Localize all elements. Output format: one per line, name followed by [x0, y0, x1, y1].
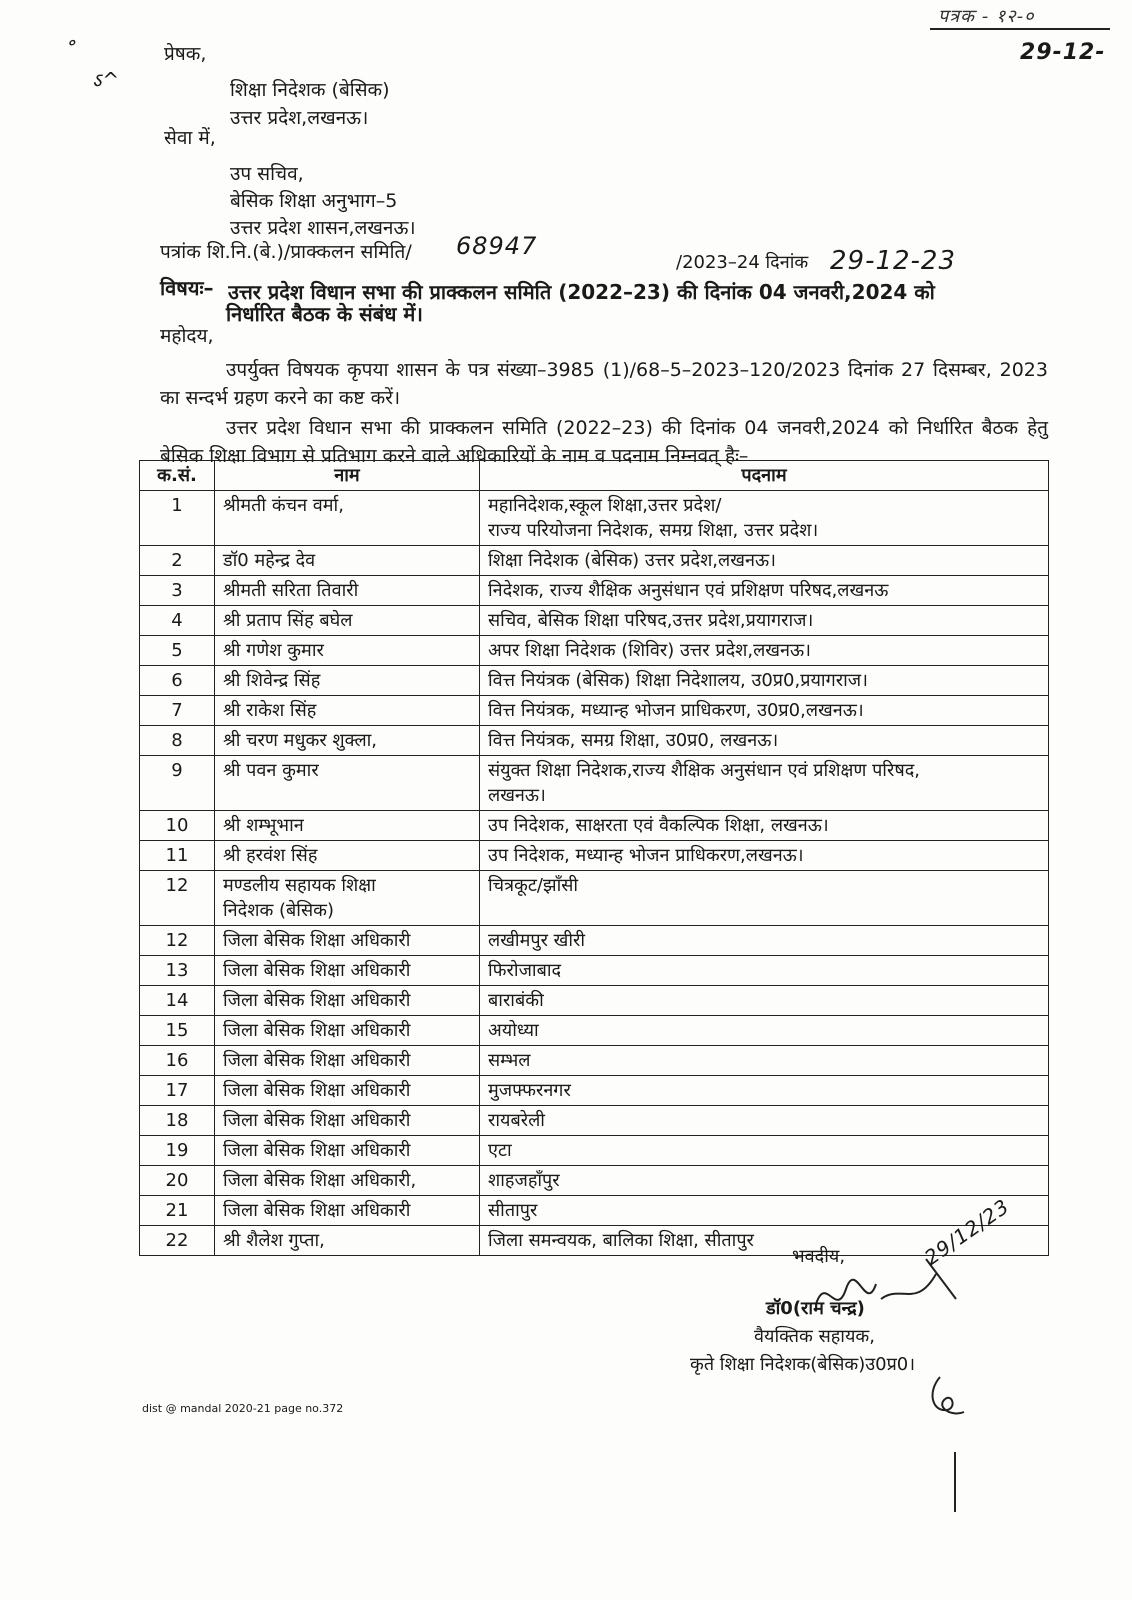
subject-line-2: निर्धारित बैठक के संबंध में। — [226, 302, 423, 326]
cell-sno: 11 — [140, 841, 215, 871]
sender-line-1: शिक्षा निदेशक (बेसिक) — [230, 79, 390, 101]
cell-designation: फिरोजाबाद — [480, 956, 1049, 986]
corner-scribble: पत्रक - १२-० — [938, 6, 1035, 27]
table-row — [140, 956, 1049, 986]
closing-designation: वैयक्तिक सहायक, — [754, 1326, 875, 1347]
cell-name: श्री शैलेश गुप्ता, — [215, 1226, 480, 1256]
table-row — [140, 546, 1049, 576]
cell-name: जिला बेसिक शिक्षा अधिकारी — [215, 1016, 480, 1046]
cell-designation: चित्रकूट/झाँसी — [480, 871, 1049, 926]
cell-designation: शिक्षा निदेशक (बेसिक) उत्तर प्रदेश,लखनऊ। — [480, 546, 1049, 576]
subject-label: विषयः– — [160, 276, 214, 300]
header-designation: पदनाम — [480, 461, 1049, 491]
paragraph-2: उत्तर प्रदेश विधान सभा की प्राक्कलन समिति (2022–23) की दिनांक 04 जनवरी,2024 को निर्धारित बैठक हेतु बेसिक शिक्षा विभाग से प्रतिभाग करने वाले अधिकारियों के नाम व पदनाम निम्नवत् हैः– — [160, 417, 1048, 467]
cell-designation: शाहजहाँपुर — [480, 1166, 1049, 1196]
cell-name: श्रीमती कंचन वर्मा, — [215, 491, 480, 546]
recipient-line-2: बेसिक शिक्षा अनुभाग–5 — [230, 190, 398, 212]
corner-date: 29-12- — [1020, 40, 1106, 65]
cell-sno: 22 — [140, 1226, 215, 1256]
officers-table — [139, 460, 1049, 1256]
cell-sno: 14 — [140, 986, 215, 1016]
cell-designation: सीतापुर — [480, 1196, 1049, 1226]
table-row — [140, 1196, 1049, 1226]
recipient-line-1: उप सचिव, — [230, 163, 304, 185]
cell-sno: 2 — [140, 546, 215, 576]
cell-designation: उप निदेशक, साक्षरता एवं वैकल्पिक शिक्षा, लखनऊ। — [480, 811, 1049, 841]
cell-sno: 18 — [140, 1106, 215, 1136]
sender-line-2: उत्तर प्रदेश,लखनऊ। — [230, 107, 369, 129]
cell-name: जिला बेसिक शिक्षा अधिकारी — [215, 956, 480, 986]
cell-name — [215, 871, 480, 926]
table-row — [140, 841, 1049, 871]
cell-name: श्री शम्भूभान — [215, 811, 480, 841]
cell-sno: 4 — [140, 606, 215, 636]
cell-sno: 10 — [140, 811, 215, 841]
cell-designation: अयोध्या — [480, 1016, 1049, 1046]
cell-sno: 6 — [140, 666, 215, 696]
table-row — [140, 726, 1049, 756]
reference-number: 68947 — [456, 232, 538, 260]
cell-sno: 5 — [140, 636, 215, 666]
cell-designation: निदेशक, राज्य शैक्षिक अनुसंधान एवं प्रशिक्षण परिषद,लखनऊ — [480, 576, 1049, 606]
cell-designation: वित्त नियंत्रक, मध्यान्ह भोजन प्राधिकरण, उ0प्र0,लखनऊ। — [480, 696, 1049, 726]
cell-designation: सम्भल — [480, 1046, 1049, 1076]
cell-sno: 1 — [140, 491, 215, 546]
cell-name: श्रीमती सरिता तिवारी — [215, 576, 480, 606]
cell-name: जिला बेसिक शिक्षा अधिकारी — [215, 1046, 480, 1076]
recipient-label: सेवा में, — [164, 127, 216, 149]
table-row — [140, 986, 1049, 1016]
cell-designation: सचिव, बेसिक शिक्षा परिषद,उत्तर प्रदेश,प्रयागराज। — [480, 606, 1049, 636]
cell-designation: रायबरेली — [480, 1106, 1049, 1136]
cell-sno: 20 — [140, 1166, 215, 1196]
recipient-line-3: उत्तर प्रदेश शासन,लखनऊ। — [230, 217, 416, 239]
reference-date: 29-12-23 — [830, 246, 957, 276]
cell-name: जिला बेसिक शिक्षा अधिकारी — [215, 1106, 480, 1136]
cell-name: श्री शिवेन्द्र सिंह — [215, 666, 480, 696]
designation-line-2: राज्य परियोजना निदेशक, समग्र शिक्षा, उत्तर प्रदेश। — [488, 520, 819, 541]
cell-name: डॉ0 महेन्द्र देव — [215, 546, 480, 576]
table-row — [140, 1106, 1049, 1136]
table-row — [140, 576, 1049, 606]
signature-date: 29/12/23 — [920, 1193, 1014, 1270]
table-row — [140, 1166, 1049, 1196]
subject-line-1: उत्तर प्रदेश विधान सभा की प्राक्कलन समिति (2022–23) की दिनांक 04 जनवरी,2024 को — [228, 280, 935, 304]
table-row — [140, 926, 1049, 956]
cell-name: श्री पवन कुमार — [215, 756, 480, 811]
initial-scribble — [922, 1372, 972, 1422]
cell-designation: मुजफ्फरनगर — [480, 1076, 1049, 1106]
name-line: मण्डलीय सहायक शिक्षा — [223, 875, 376, 896]
cell-name: जिला बेसिक शिक्षा अधिकारी — [215, 1076, 480, 1106]
cell-sno: 12 — [140, 926, 215, 956]
cell-sno: 9 — [140, 756, 215, 811]
cell-sno: 16 — [140, 1046, 215, 1076]
table-row — [140, 696, 1049, 726]
table-row — [140, 811, 1049, 841]
cell-name: जिला बेसिक शिक्षा अधिकारी — [215, 986, 480, 1016]
cell-designation: लखीमपुर खीरी — [480, 926, 1049, 956]
table-row — [140, 606, 1049, 636]
cell-sno: 3 — [140, 576, 215, 606]
table-row — [140, 636, 1049, 666]
cell-designation: जिला समन्वयक, बालिका शिक्षा, सीतापुर — [480, 1226, 1049, 1256]
cell-designation: एटा — [480, 1136, 1049, 1166]
cell-sno: 7 — [140, 696, 215, 726]
cell-name: जिला बेसिक शिक्षा अधिकारी, — [215, 1166, 480, 1196]
cell-designation: अपर शिक्षा निदेशक (शिविर) उत्तर प्रदेश,लखनऊ। — [480, 636, 1049, 666]
footer-note: dist @ mandal 2020-21 page no.372 — [142, 1402, 344, 1415]
cell-name: श्री गणेश कुमार — [215, 636, 480, 666]
cell-name: श्री हरवंश सिंह — [215, 841, 480, 871]
table-row — [140, 1016, 1049, 1046]
cell-designation — [480, 491, 1049, 546]
table-row — [140, 756, 1049, 811]
cell-name: जिला बेसिक शिक्षा अधिकारी — [215, 926, 480, 956]
table-header-row — [140, 461, 1049, 491]
table-row — [140, 1046, 1049, 1076]
table-row — [140, 666, 1049, 696]
corner-underline — [930, 28, 1110, 30]
paragraph-1: उपर्युक्त विषयक कृपया शासन के पत्र संख्या–3985 (1)/68–5–2023–120/2023 दिनांक 27 दिसम्बर, 2023 का सन्दर्भ ग्रहण करने का कष्ट करें। — [160, 359, 1048, 409]
reference-prefix: पत्रांक शि.नि.(बे.)/प्राक्कलन समिति/ — [160, 241, 412, 263]
cell-designation: उप निदेशक, मध्यान्ह भोजन प्राधिकरण,लखनऊ। — [480, 841, 1049, 871]
cell-sno: 17 — [140, 1076, 215, 1106]
cell-name: जिला बेसिक शिक्षा अधिकारी — [215, 1196, 480, 1226]
cell-designation: वित्त नियंत्रक (बेसिक) शिक्षा निदेशालय, उ0प्र0,प्रयागराज। — [480, 666, 1049, 696]
header-sno: क.सं. — [140, 461, 215, 491]
sender-label: प्रेषक, — [164, 43, 207, 65]
cell-sno: 21 — [140, 1196, 215, 1226]
designation-line: महानिदेशक,स्कूल शिक्षा,उत्तर प्रदेश/ — [488, 495, 722, 516]
cell-name: जिला बेसिक शिक्षा अधिकारी — [215, 1136, 480, 1166]
designation-line: संयुक्त शिक्षा निदेशक,राज्य शैक्षिक अनुसंधान एवं प्रशिक्षण परिषद, — [488, 760, 921, 781]
cell-sno: 15 — [140, 1016, 215, 1046]
salutation: महोदय, — [160, 325, 214, 347]
table-row — [140, 491, 1049, 546]
cell-name: श्री राकेश सिंह — [215, 696, 480, 726]
header-name: नाम — [215, 461, 480, 491]
table-row — [140, 1136, 1049, 1166]
valediction: भवदीय, — [792, 1246, 846, 1267]
cell-name: श्री चरण मधुकर शुक्ला, — [215, 726, 480, 756]
table-row — [140, 1076, 1049, 1106]
designation-line-2: लखनऊ। — [488, 785, 546, 806]
closing-name: डॉ0(राम चन्द्र) — [766, 1298, 865, 1319]
name-line-2: निदेशक (बेसिक) — [223, 900, 334, 921]
cell-designation: वित्त नियंत्रक, समग्र शिक्षा, उ0प्र0, लखनऊ। — [480, 726, 1049, 756]
cell-designation — [480, 756, 1049, 811]
cell-name: श्री प्रताप सिंह बघेल — [215, 606, 480, 636]
closing-office: कृते शिक्षा निदेशक(बेसिक)उ0प्र0। — [690, 1354, 916, 1375]
cell-designation: बाराबंकी — [480, 986, 1049, 1016]
reference-year: /2023–24 दिनांक — [676, 252, 809, 273]
cell-sno: 19 — [140, 1136, 215, 1166]
margin-mark-1: ॰ — [66, 32, 76, 56]
margin-vertical-mark — [954, 1452, 956, 1512]
cell-sno: 13 — [140, 956, 215, 986]
cell-sno: 12 — [140, 871, 215, 926]
table-row — [140, 871, 1049, 926]
cell-sno: 8 — [140, 726, 215, 756]
margin-mark-2: ऽ^ — [92, 68, 121, 92]
